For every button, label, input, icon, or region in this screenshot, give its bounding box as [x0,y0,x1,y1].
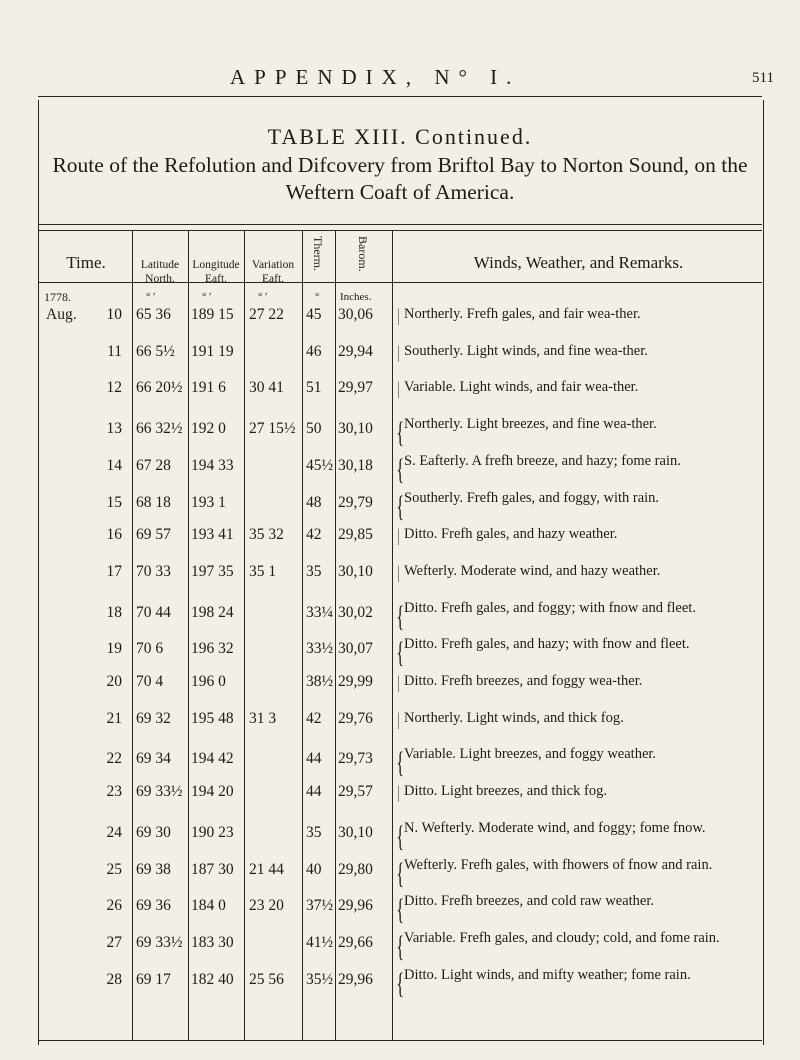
date-day: 13 [106,420,122,438]
latitude-cell: 69 34 [136,750,171,768]
latitude-cell: 69 33½ [136,783,183,801]
table-row [0,710,800,746]
latitude-cell: 66 5½ [136,342,175,360]
date-day: 10 [106,306,122,323]
variation-cell: 21 44 [249,860,284,878]
longitude-cell: 194 20 [191,783,234,801]
barom-cell: 30,10 [338,823,373,841]
therm-cell: 35 [306,823,322,841]
date-day: 19 [106,640,122,658]
barom-cell: 30,02 [338,603,373,621]
date-day: 16 [106,526,122,544]
date-day: 26 [106,897,122,915]
longitude-cell: 196 0 [191,673,226,690]
bar-icon: | [397,708,400,729]
date-day: 21 [106,709,122,727]
barom-cell: 30,07 [338,640,373,658]
bar-icon: | [397,378,400,399]
remark-cell: Wefterly. Moderate wind, and hazy weather. [404,562,661,579]
variation-cell: 35 1 [249,562,277,580]
remark-cell: Ditto. Frefh breezes, and foggy wea-ther. [404,673,643,689]
barom-cell: 29,80 [338,860,373,878]
header-top-rule-2 [38,230,762,231]
latitude-cell: 70 4 [136,673,164,690]
barom-cell: 30,18 [338,456,373,474]
variation-cell: 27 15½ [249,420,296,438]
longitude-cell: 191 19 [191,342,234,360]
longitude-cell: 189 15 [191,306,234,323]
variation-cell: 27 22 [249,306,284,323]
top-rule [38,96,762,97]
unit-var: ° ′ [258,291,268,303]
brace-icon: { [396,893,405,927]
therm-cell: 37½ [306,897,334,915]
remark-cell: Ditto. Frefh gales, and hazy; with fnow and fleet. [404,636,690,653]
running-head: APPENDIX, N° I. [230,65,521,89]
date-day: 28 [106,970,122,988]
date-day: 27 [106,933,122,951]
remark-cell: Variable. Light breezes, and foggy weather. [404,746,657,763]
longitude-cell: 182 40 [191,970,234,988]
table-row [0,636,800,672]
table-row [0,490,800,526]
latitude-cell: 70 44 [136,603,171,621]
therm-cell: 46 [306,342,322,360]
table-bottom-rule [38,1040,762,1041]
date-day: 23 [106,783,122,801]
remark-cell: Variable. Light winds, and fair wea-ther. [404,379,639,396]
remark-cell: Ditto. Frefh gales, and hazy weather. [404,526,618,543]
therm-cell: 44 [306,750,322,768]
date-day: 15 [106,493,122,511]
therm-cell: 40 [306,860,322,878]
remark-cell: Southerly. Light winds, and fine wea-ther. [404,342,648,359]
bar-icon: | [397,782,400,803]
latitude-cell: 67 28 [136,456,171,474]
variation-cell: 30 41 [249,379,284,397]
bar-icon: | [397,305,400,325]
brace-icon: { [396,416,405,450]
col-header-remarks: Winds, Weather, and Remarks. [473,253,684,272]
latitude-cell: 69 38 [136,860,171,878]
longitude-cell: 198 24 [191,603,234,621]
unit-therm: ° [315,291,320,303]
date-day: 14 [106,456,122,474]
latitude-cell: 70 33 [136,562,171,580]
longitude-cell: 187 30 [191,860,234,878]
barom-cell: 29,97 [338,379,373,397]
therm-cell: 42 [306,709,322,727]
therm-cell: 35 [306,562,322,580]
remark-cell: Ditto. Frefh gales, and foggy; with fnow and fleet. [404,599,696,616]
barom-cell: 30,06 [338,306,373,323]
therm-cell: 48 [306,493,322,511]
remark-cell: N. Wefterly. Moderate wind, and foggy; fome fnow. [404,819,706,836]
longitude-cell: 195 48 [191,709,234,727]
barom-cell: 29,76 [338,709,373,727]
unit-barom: Inches. [340,291,372,303]
table-row [0,379,800,415]
variation-cell: 23 20 [249,897,284,915]
latitude-cell: 69 32 [136,709,171,727]
table-row [0,343,800,379]
latitude-cell: 69 57 [136,526,171,544]
page-header [0,0,800,95]
col-header-therm: Therm. [311,236,325,271]
col-header-barom: Barom. [356,236,370,272]
table-row [0,857,800,893]
latitude-cell: 69 17 [136,970,171,988]
latitude-cell: 69 33½ [136,933,183,951]
date-day: 25 [106,860,122,878]
col-header-latitude: Latitude North. [140,259,180,285]
barom-cell: 29,96 [338,970,373,988]
variation-cell: 35 32 [249,526,284,544]
barom-cell: 29,57 [338,783,373,801]
bar-icon: | [397,341,400,362]
barom-cell: 29,66 [338,933,373,951]
brace-icon: { [396,636,405,670]
remark-cell: Northerly. Light breezes, and fine wea-ther. [404,416,657,433]
latitude-cell: 66 32½ [136,420,183,438]
longitude-cell: 193 1 [191,493,226,511]
date-day: 11 [107,342,122,360]
table-row [0,453,800,489]
barom-cell: 30,10 [338,420,373,438]
brace-icon: { [396,746,405,780]
brace-icon: { [396,929,405,963]
table-row [0,526,800,562]
remark-cell: Southerly. Frefh gales, and foggy, with rain. [404,489,660,506]
barom-cell: 29,79 [338,493,373,511]
remark-cell: Ditto. Frefh breezes, and cold raw weather. [404,893,655,910]
table-row [0,416,800,452]
brace-icon: { [396,599,405,633]
therm-cell: 33½ [306,640,334,658]
date-day: 12 [106,379,122,397]
table-row [0,563,800,599]
latitude-cell: 69 30 [136,823,171,841]
remark-cell: Variable. Frefh gales, and cloudy; cold, and fome rain. [404,929,720,946]
longitude-cell: 192 0 [191,420,226,438]
barom-cell: 29,94 [338,342,373,360]
latitude-cell: 68 18 [136,493,171,511]
table-title: TABLE XIII. Continued. [267,124,533,149]
longitude-cell: 184 0 [191,897,226,915]
table-row [0,893,800,929]
therm-cell: 50 [306,420,322,438]
therm-cell: 38½ [306,673,334,690]
latitude-cell: 65 36 [136,306,171,323]
therm-cell: 51 [306,379,322,397]
remark-cell: Ditto. Light breezes, and thick fog. [404,783,607,800]
remark-cell: Wefterly. Frefh gales, with fhowers of fnow and rain. [404,856,713,873]
barom-cell: 29,85 [338,526,373,544]
table-row [0,306,800,342]
therm-cell: 35½ [306,970,334,988]
date-day: 18 [106,603,122,621]
brace-icon: { [396,819,405,853]
variation-cell: 25 56 [249,970,284,988]
therm-cell: 33¼ [306,603,334,621]
longitude-cell: 197 35 [191,562,234,580]
col-header-longitude: Longitude Eaft. [192,259,240,285]
brace-icon: { [396,966,405,1000]
therm-cell: 45 [306,306,322,323]
date-day: 17 [106,562,122,580]
table-row [0,930,800,966]
brace-icon: { [396,856,405,890]
col-header-variation: Variation Eaft. [251,259,295,285]
table-row [0,783,800,819]
bar-icon: | [397,672,400,692]
latitude-cell: 69 36 [136,897,171,915]
table-row [0,600,800,636]
longitude-cell: 183 30 [191,933,234,951]
unit-lon: ° ′ [202,291,212,303]
variation-cell: 31 3 [249,709,277,727]
barom-cell: 30,10 [338,562,373,580]
header-top-rule [38,224,762,225]
longitude-cell: 196 32 [191,640,234,658]
col-header-time: Time. [66,253,106,272]
therm-cell: 42 [306,526,322,544]
table-row [0,673,800,709]
remark-cell: S. Eafterly. A frefh breeze, and hazy; fome rain. [404,452,681,469]
table-row [0,820,800,856]
page-number: 511 [752,70,774,86]
therm-cell: 44 [306,783,322,801]
latitude-cell: 70 6 [136,640,164,658]
latitude-cell: 66 20½ [136,379,183,397]
bar-icon: | [397,561,400,582]
barom-cell: 29,73 [338,750,373,768]
longitude-cell: 191 6 [191,379,226,397]
remark-cell: Ditto. Light winds, and mifty weather; fome rain. [404,966,691,983]
brace-icon: { [396,452,405,486]
unit-lat: ° ′ [146,291,156,303]
barom-cell: 29,96 [338,897,373,915]
table-subtitle: Route of the Refolution and Difcovery from Briftol Bay to Norton Sound, on the Weftern Coaft of America. [52,153,748,204]
date-day: 24 [106,823,122,841]
longitude-cell: 193 41 [191,526,234,544]
date-month: Aug. [46,306,77,323]
table-row [0,967,800,1003]
date-day: 20 [106,673,122,690]
longitude-cell: 194 42 [191,750,234,768]
therm-cell: 45½ [306,456,334,474]
brace-icon: { [396,489,405,523]
remark-cell: Northerly. Light winds, and thick fog. [404,709,624,726]
bar-icon: | [397,525,400,546]
therm-cell: 41½ [306,933,334,951]
year-label: 1778. [44,290,71,304]
table-row [0,746,800,782]
barom-cell: 29,99 [338,673,373,690]
date-day: 22 [106,750,122,768]
longitude-cell: 194 33 [191,456,234,474]
longitude-cell: 190 23 [191,823,234,841]
remark-cell: Northerly. Frefh gales, and fair wea-ther. [404,306,641,322]
